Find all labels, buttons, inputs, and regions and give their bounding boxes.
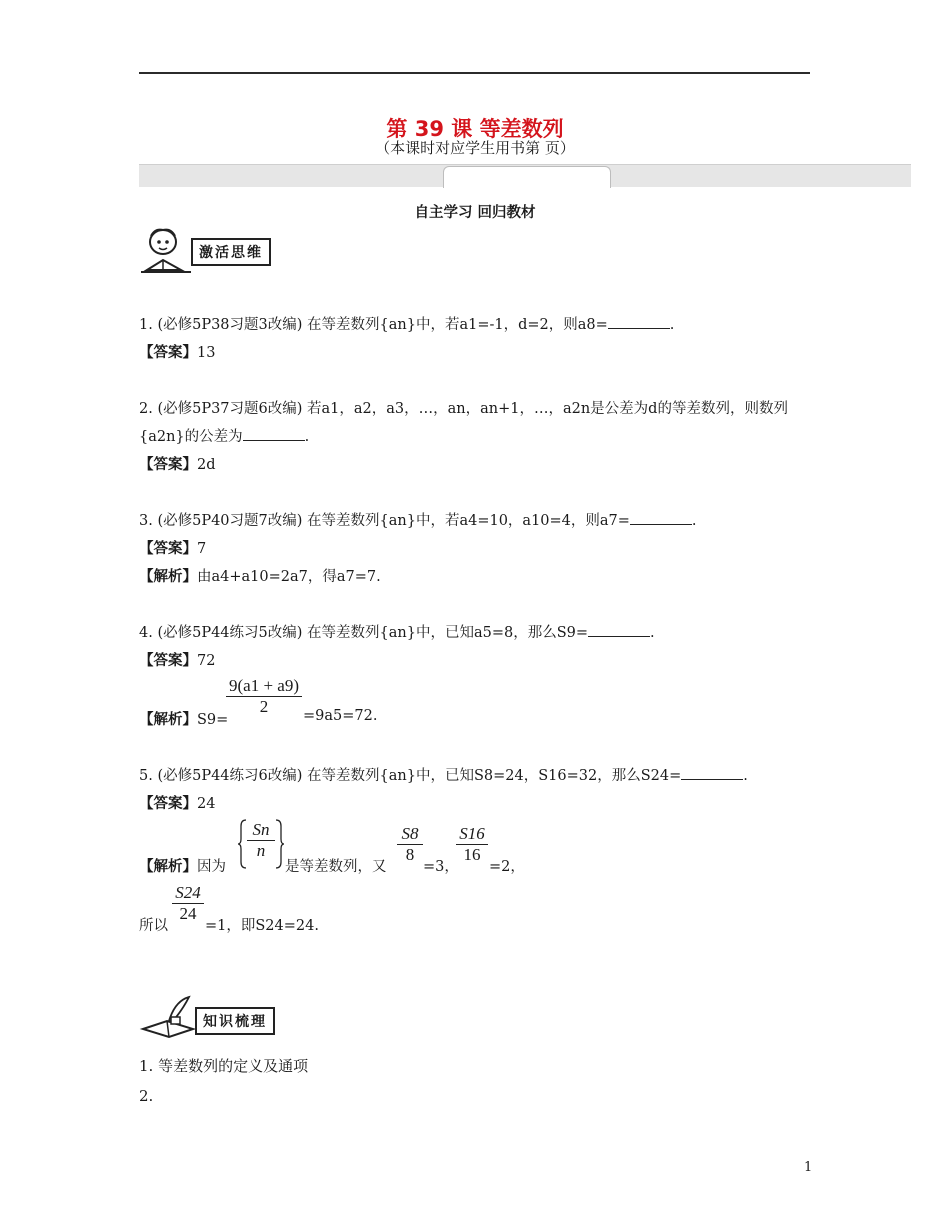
- fraction-denominator: 8: [397, 844, 423, 865]
- fraction-sum: [226, 676, 302, 717]
- question-2-line2: {a2n}的公差为 .: [139, 425, 309, 446]
- answer-value: 13: [197, 345, 216, 361]
- question-5: 5. (必修5P44练习6改编) 在等差数列{an}中，已知S8=24，S16=32，那么S24= .: [139, 764, 748, 785]
- answer-value: 72: [197, 653, 216, 669]
- set-numerator: Sn: [252, 820, 270, 839]
- answer-value: 7: [197, 541, 207, 557]
- set-denominator: n: [247, 840, 275, 861]
- fraction-numerator: S8: [401, 824, 419, 843]
- answer-label: 【答案】: [139, 345, 197, 361]
- answer-blank: [243, 426, 305, 441]
- header-tab: [443, 166, 611, 188]
- question-4-analysis: [139, 708, 228, 729]
- fraction-numerator: S24: [175, 883, 201, 902]
- fraction-s8-post: =3，: [423, 859, 459, 875]
- activate-thinking-badge: [139, 226, 289, 274]
- knowledge-item-2: 2.: [139, 1087, 154, 1105]
- question-4: 4. (必修5P44练习5改编) 在等差数列{an}中，已知a5=8，那么S9= .: [139, 621, 655, 642]
- knowledge-item-1: 1. 等差数列的定义及通项: [139, 1057, 309, 1075]
- answer-blank: [588, 622, 650, 637]
- question-3-stem: 3. (必修5P40习题7改编) 在等差数列{an}中，若a4=10，a10=4，则a7=: [139, 513, 630, 529]
- question-3: 3. (必修5P40习题7改编) 在等差数列{an}中，若a4=10，a10=4，则a7= .: [139, 509, 697, 530]
- question-2-answer: [139, 453, 216, 474]
- fraction-denominator: 24: [172, 903, 204, 924]
- answer-label: 【答案】: [139, 457, 197, 473]
- question-2-stem: 2. (必修5P37习题6改编) 若a1，a2，a3，…，an，an+1，…，a2n是公差为d的等差数列，则数列: [139, 401, 788, 417]
- fraction-denominator: 2: [226, 696, 302, 717]
- question-5-answer: [139, 792, 215, 813]
- analysis-label: 【解析】: [139, 569, 197, 585]
- fraction-s24: [172, 883, 204, 924]
- question-5-analysis: [139, 855, 226, 876]
- fraction-s8: [397, 824, 423, 865]
- analysis-pre: 因为: [197, 859, 226, 875]
- question-5-stem: 5. (必修5P44练习6改编) 在等差数列{an}中，已知S8=24，S16=32，那么S24=: [139, 768, 682, 784]
- page-title: 第 39 课 等差数列: [386, 117, 564, 141]
- question-2: [139, 397, 788, 418]
- section-heading: 自主学习 回归教材: [414, 205, 536, 221]
- answer-label: 【答案】: [139, 653, 197, 669]
- analysis-pre: S9=: [197, 712, 229, 728]
- fraction-s16: [456, 824, 488, 865]
- answer-blank: [681, 765, 743, 780]
- question-4-answer: [139, 649, 215, 670]
- fraction-denominator: 16: [456, 844, 488, 865]
- knowledge-label: 知识梳理: [195, 1007, 275, 1035]
- fraction-numerator: S16: [459, 824, 485, 843]
- question-3-analysis: [139, 565, 381, 586]
- activate-thinking-label: 激活思维: [191, 238, 271, 266]
- question-5-line2: 所以: [139, 918, 168, 934]
- question-1-stem: 1. (必修5P38习题3改编) 在等差数列{an}中，若a1=-1，d=2，则a8=: [139, 317, 608, 333]
- analysis-label: 【解析】: [139, 712, 197, 728]
- page-subtitle: （本课时对应学生用书第 页）: [375, 139, 575, 157]
- question-1: 1. (必修5P38习题3改编) 在等差数列{an}中，若a1=-1，d=2，则a8= .: [139, 313, 674, 334]
- page-number: 1: [804, 1160, 813, 1175]
- answer-blank: [608, 314, 670, 329]
- question-5-line2-post: =1，即S24=24.: [205, 918, 319, 934]
- fraction-numerator: 9(a1 + a9): [228, 676, 299, 695]
- question-4-analysis-post: =9a5=72.: [303, 708, 378, 724]
- answer-label: 【答案】: [139, 796, 197, 812]
- answer-value: 2d: [197, 457, 216, 473]
- answer-label: 【答案】: [139, 541, 197, 557]
- analysis-text: 由a4+a10=2a7，得a7=7.: [197, 569, 381, 585]
- book-quill-icon: [139, 995, 197, 1039]
- knowledge-badge: [139, 995, 294, 1039]
- question-3-answer: [139, 537, 206, 558]
- reading-student-icon: [139, 226, 195, 274]
- question-2-stem2: {a2n}的公差为: [139, 429, 243, 445]
- set-sn-over-n: [238, 818, 284, 870]
- analysis-mid: 是等差数列，又: [285, 859, 387, 875]
- set-fraction: [247, 820, 275, 861]
- fraction-s16-post: =2，: [489, 859, 525, 875]
- answer-value: 24: [197, 796, 216, 812]
- top-rule: [139, 72, 810, 74]
- analysis-label: 【解析】: [139, 859, 197, 875]
- question-4-stem: 4. (必修5P44练习5改编) 在等差数列{an}中，已知a5=8，那么S9=: [139, 625, 589, 641]
- answer-blank: [630, 510, 692, 525]
- question-1-answer: [139, 341, 215, 362]
